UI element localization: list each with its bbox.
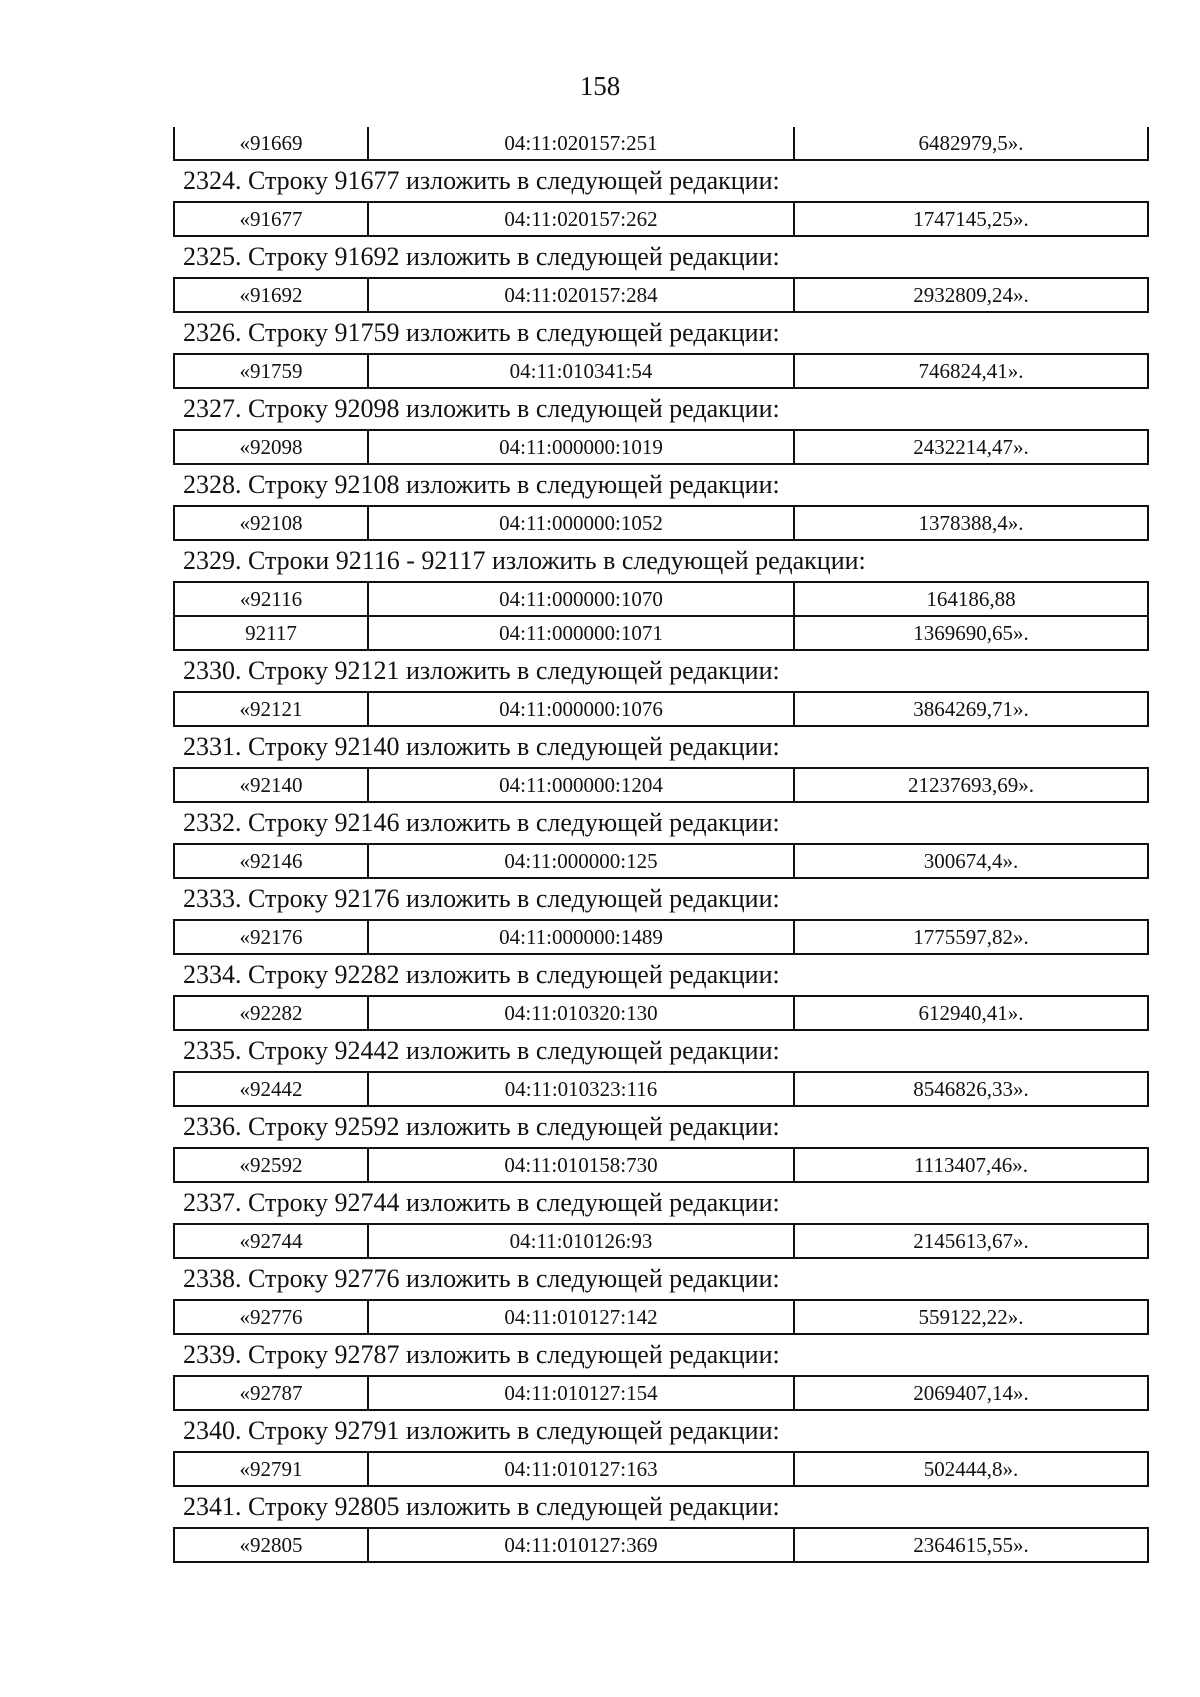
value-cell: 612940,41». xyxy=(794,996,1148,1030)
amendment-table xyxy=(173,1299,1149,1335)
value-cell: 2364615,55». xyxy=(794,1528,1148,1562)
cadastral-number-cell: 04:11:010320:130 xyxy=(368,996,794,1030)
row-number-cell: «92744 xyxy=(174,1224,368,1258)
cadastral-number-cell: 04:11:020157:251 xyxy=(368,127,794,160)
value-cell: 6482979,5». xyxy=(794,127,1148,160)
amendment-table xyxy=(173,1071,1149,1107)
amendment-instruction: 2339. Строку 92787 изложить в следующей редакции: xyxy=(183,1340,780,1369)
row-number-cell: «92592 xyxy=(174,1148,368,1182)
value-cell: 502444,8». xyxy=(794,1452,1148,1486)
cadastral-number-cell: 04:11:000000:1489 xyxy=(368,920,794,954)
value-cell: 1113407,46». xyxy=(794,1148,1148,1182)
row-number-cell: «92776 xyxy=(174,1300,368,1334)
amendment-instruction: 2327. Строку 92098 изложить в следующей редакции: xyxy=(183,394,780,423)
table-row xyxy=(174,768,1148,802)
table-row xyxy=(174,616,1148,650)
document-body xyxy=(173,127,1145,1563)
cadastral-number-cell: 04:11:010126:93 xyxy=(368,1224,794,1258)
value-cell: 746824,41». xyxy=(794,354,1148,388)
amendment-table xyxy=(173,843,1149,879)
table-row xyxy=(174,692,1148,726)
table-row xyxy=(174,920,1148,954)
cadastral-number-cell: 04:11:020157:262 xyxy=(368,202,794,236)
cadastral-number-cell: 04:11:010127:142 xyxy=(368,1300,794,1334)
cadastral-number-cell: 04:11:000000:1052 xyxy=(368,506,794,540)
table-row xyxy=(174,202,1148,236)
table-row xyxy=(174,1072,1148,1106)
amendment-instruction: 2338. Строку 92776 изложить в следующей редакции: xyxy=(183,1264,780,1293)
amendment-instruction: 2330. Строку 92121 изложить в следующей редакции: xyxy=(183,656,780,685)
row-number-cell: «92098 xyxy=(174,430,368,464)
row-number-cell: «92121 xyxy=(174,692,368,726)
amendment-instruction: 2340. Строку 92791 изложить в следующей редакции: xyxy=(183,1416,780,1445)
row-number-cell: «92282 xyxy=(174,996,368,1030)
cadastral-number-cell: 04:11:000000:1070 xyxy=(368,582,794,616)
row-number-cell: «91669 xyxy=(174,127,368,160)
table-row xyxy=(174,844,1148,878)
value-cell: 21237693,69». xyxy=(794,768,1148,802)
amendment-table xyxy=(173,1223,1149,1259)
row-number-cell: «92108 xyxy=(174,506,368,540)
amendment-instruction: 2325. Строку 91692 изложить в следующей редакции: xyxy=(183,242,780,271)
row-number-cell: «92787 xyxy=(174,1376,368,1410)
cadastral-number-cell: 04:11:010127:163 xyxy=(368,1452,794,1486)
amendment-table xyxy=(173,767,1149,803)
cadastral-number-cell: 04:11:010127:369 xyxy=(368,1528,794,1562)
amendment-table xyxy=(173,691,1149,727)
row-number-cell: «92442 xyxy=(174,1072,368,1106)
table-row xyxy=(174,430,1148,464)
amendment-table xyxy=(173,1527,1149,1563)
amendment-table xyxy=(173,995,1149,1031)
row-number-cell: «92140 xyxy=(174,768,368,802)
cadastral-number-cell: 04:11:010323:116 xyxy=(368,1072,794,1106)
cadastral-number-cell: 04:11:000000:1204 xyxy=(368,768,794,802)
row-number-cell: «91677 xyxy=(174,202,368,236)
amendment-instruction: 2336. Строку 92592 изложить в следующей редакции: xyxy=(183,1112,780,1141)
value-cell: 300674,4». xyxy=(794,844,1148,878)
amendment-instruction: 2333. Строку 92176 изложить в следующей редакции: xyxy=(183,884,780,913)
cadastral-number-cell: 04:11:010341:54 xyxy=(368,354,794,388)
row-number-cell: «92791 xyxy=(174,1452,368,1486)
value-cell: 1775597,82». xyxy=(794,920,1148,954)
cadastral-number-cell: 04:11:020157:284 xyxy=(368,278,794,312)
table-row xyxy=(174,1528,1148,1562)
amendment-table xyxy=(173,1147,1149,1183)
value-cell: 2069407,14». xyxy=(794,1376,1148,1410)
value-cell: 2432214,47». xyxy=(794,430,1148,464)
amendment-instruction: 2334. Строку 92282 изложить в следующей редакции: xyxy=(183,960,780,989)
amendment-table xyxy=(173,581,1149,651)
table-row xyxy=(174,996,1148,1030)
table-row xyxy=(174,1376,1148,1410)
cadastral-number-cell: 04:11:010127:154 xyxy=(368,1376,794,1410)
amendment-instruction: 2328. Строку 92108 изложить в следующей редакции: xyxy=(183,470,780,499)
table-row xyxy=(174,278,1148,312)
value-cell: 559122,22». xyxy=(794,1300,1148,1334)
value-cell: 2145613,67». xyxy=(794,1224,1148,1258)
amendment-instruction: 2326. Строку 91759 изложить в следующей редакции: xyxy=(183,318,780,347)
amendment-table xyxy=(173,505,1149,541)
table-row xyxy=(174,1148,1148,1182)
amendment-table xyxy=(173,277,1149,313)
cadastral-number-cell: 04:11:010158:730 xyxy=(368,1148,794,1182)
amendment-table xyxy=(173,127,1149,161)
row-number-cell: «92176 xyxy=(174,920,368,954)
amendment-instruction: 2332. Строку 92146 изложить в следующей редакции: xyxy=(183,808,780,837)
row-number-cell: «91759 xyxy=(174,354,368,388)
amendment-table xyxy=(173,1375,1149,1411)
table-row xyxy=(174,1300,1148,1334)
amendment-instruction: 2324. Строку 91677 изложить в следующей редакции: xyxy=(183,166,780,195)
table-row xyxy=(174,1224,1148,1258)
cadastral-number-cell: 04:11:000000:1071 xyxy=(368,616,794,650)
cadastral-number-cell: 04:11:000000:1019 xyxy=(368,430,794,464)
amendment-table xyxy=(173,1451,1149,1487)
row-number-cell: 92117 xyxy=(174,616,368,650)
amendment-instruction: 2335. Строку 92442 изложить в следующей редакции: xyxy=(183,1036,780,1065)
amendment-table xyxy=(173,353,1149,389)
value-cell: 3864269,71». xyxy=(794,692,1148,726)
row-number-cell: «92146 xyxy=(174,844,368,878)
value-cell: 1369690,65». xyxy=(794,616,1148,650)
value-cell: 1747145,25». xyxy=(794,202,1148,236)
value-cell: 1378388,4». xyxy=(794,506,1148,540)
amendment-instruction: 2331. Строку 92140 изложить в следующей редакции: xyxy=(183,732,780,761)
amendment-table xyxy=(173,201,1149,237)
cadastral-number-cell: 04:11:000000:1076 xyxy=(368,692,794,726)
table-row xyxy=(174,506,1148,540)
value-cell: 2932809,24». xyxy=(794,278,1148,312)
value-cell: 8546826,33». xyxy=(794,1072,1148,1106)
row-number-cell: «91692 xyxy=(174,278,368,312)
amendment-instruction: 2329. Строки 92116 - 92117 изложить в следующей редакции: xyxy=(183,546,866,575)
table-row xyxy=(174,354,1148,388)
row-number-cell: «92805 xyxy=(174,1528,368,1562)
amendment-table xyxy=(173,919,1149,955)
table-row xyxy=(174,582,1148,616)
amendment-instruction: 2337. Строку 92744 изложить в следующей редакции: xyxy=(183,1188,780,1217)
amendment-table xyxy=(173,429,1149,465)
value-cell: 164186,88 xyxy=(794,582,1148,616)
row-number-cell: «92116 xyxy=(174,582,368,616)
table-row xyxy=(174,127,1148,160)
cadastral-number-cell: 04:11:000000:125 xyxy=(368,844,794,878)
page-number: 158 xyxy=(579,71,621,101)
table-row xyxy=(174,1452,1148,1486)
amendment-instruction: 2341. Строку 92805 изложить в следующей редакции: xyxy=(183,1492,780,1521)
